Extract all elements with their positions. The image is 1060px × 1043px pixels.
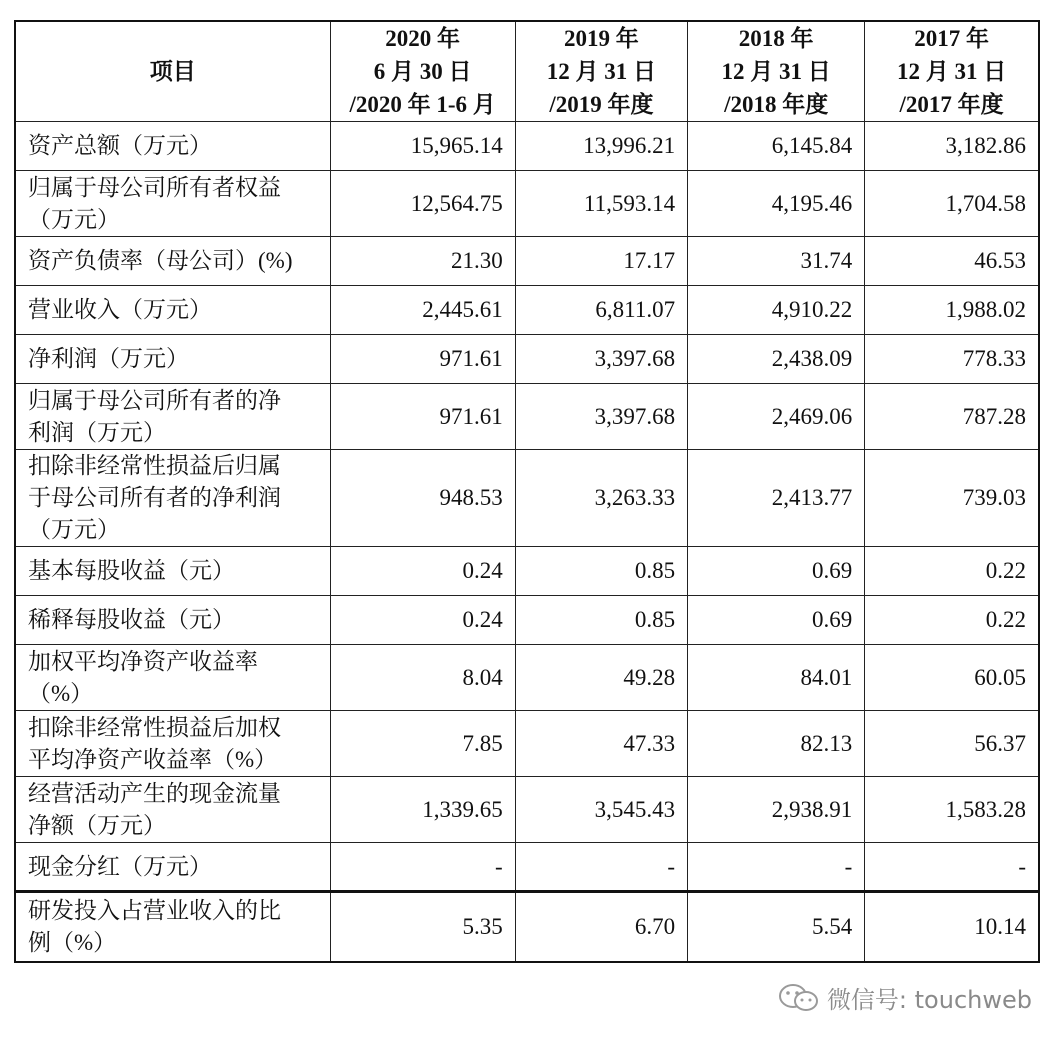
row-label-line: 经营活动产生的现金流量 [28, 780, 281, 806]
cell-value: 11,593.14 [515, 171, 687, 237]
table-row [15, 892, 1039, 962]
row-label-line: 资产负债率（母公司）(%) [28, 248, 293, 273]
cell-value: 739.03 [865, 450, 1039, 547]
cell-value: 0.24 [330, 547, 515, 596]
table-row [15, 237, 1039, 286]
row-label-line: 归属于母公司所有者的净 [28, 387, 281, 413]
row-label-line: 稀释每股收益（元） [28, 607, 235, 632]
row-label [15, 596, 330, 645]
wechat-watermark [777, 980, 1032, 1015]
row-label-line: 扣除非经常性损益后加权 [28, 714, 281, 740]
row-label [15, 384, 330, 450]
table-row [15, 596, 1039, 645]
row-label-line: 营业收入（万元） [28, 297, 212, 322]
row-label-line: 净利润（万元） [28, 346, 189, 371]
row-label [15, 122, 330, 171]
cell-value: 2,438.09 [688, 335, 865, 384]
row-label-line: 于母公司所有者的净利润 [28, 485, 281, 510]
cell-value: 4,195.46 [688, 171, 865, 237]
row-label-line: 扣除非经常性损益后归属 [28, 453, 281, 478]
row-label-line: 净额（万元） [28, 812, 166, 838]
cell-value: 8.04 [330, 645, 515, 711]
row-label [15, 645, 330, 711]
cell-value: 7.85 [330, 711, 515, 777]
row-label [15, 450, 330, 547]
cell-value: 82.13 [688, 711, 865, 777]
row-label-line: （万元） [28, 206, 120, 232]
table-row [15, 384, 1039, 450]
cell-value: 0.69 [688, 596, 865, 645]
cell-value: 0.24 [330, 596, 515, 645]
cell-value: 5.35 [330, 892, 515, 962]
row-label [15, 843, 330, 892]
table-row [15, 450, 1039, 547]
cell-value: 0.22 [865, 596, 1039, 645]
cell-value: 2,469.06 [688, 384, 865, 450]
cell-value: 3,397.68 [515, 335, 687, 384]
row-label [15, 892, 330, 962]
row-label-line: 利润（万元） [28, 419, 166, 445]
table-row [15, 711, 1039, 777]
header-2017: 2017 年 12 月 31 日 /2017 年度 [865, 21, 1039, 122]
cell-value: 17.17 [515, 237, 687, 286]
cell-value: - [330, 843, 515, 892]
row-label-line: 资产总额（万元） [28, 133, 212, 158]
cell-value: 5.54 [688, 892, 865, 962]
cell-value: 3,545.43 [515, 777, 687, 843]
cell-value: - [515, 843, 687, 892]
cell-value: 1,339.65 [330, 777, 515, 843]
table-row [15, 122, 1039, 171]
cell-value: - [865, 843, 1039, 892]
row-label-line: 现金分红（万元） [28, 853, 212, 879]
cell-value: 971.61 [330, 384, 515, 450]
cell-value: 46.53 [865, 237, 1039, 286]
cell-value: 6.70 [515, 892, 687, 962]
cell-value: 2,413.77 [688, 450, 865, 547]
cell-value: 60.05 [865, 645, 1039, 711]
cell-value: 47.33 [515, 711, 687, 777]
cell-value: 6,145.84 [688, 122, 865, 171]
row-label [15, 547, 330, 596]
table-row [15, 171, 1039, 237]
wechat-icon [777, 982, 821, 1014]
cell-value: 31.74 [688, 237, 865, 286]
financial-summary-table [14, 20, 1040, 963]
cell-value: 0.85 [515, 596, 687, 645]
table-row [15, 335, 1039, 384]
table-row [15, 645, 1039, 711]
watermark-text: 微信号: touchweb [826, 986, 1032, 1014]
cell-value: 3,263.33 [515, 450, 687, 547]
row-label [15, 777, 330, 843]
cell-value: 971.61 [330, 335, 515, 384]
header-2020: 2020 年 6 月 30 日 /2020 年 1-6 月 [330, 21, 515, 122]
header-item: 项目 [15, 21, 330, 122]
cell-value: 3,182.86 [865, 122, 1039, 171]
table-row [15, 843, 1039, 892]
cell-value: 2,445.61 [330, 286, 515, 335]
cell-value: 1,988.02 [865, 286, 1039, 335]
cell-value: 1,583.28 [865, 777, 1039, 843]
table-header-row [15, 21, 1039, 122]
header-2019: 2019 年 12 月 31 日 /2019 年度 [515, 21, 687, 122]
cell-value: 0.85 [515, 547, 687, 596]
cell-value: 56.37 [865, 711, 1039, 777]
cell-value: 778.33 [865, 335, 1039, 384]
row-label-line: 基本每股收益（元） [28, 558, 235, 583]
cell-value: 787.28 [865, 384, 1039, 450]
cell-value: - [688, 843, 865, 892]
cell-value: 0.69 [688, 547, 865, 596]
header-2018: 2018 年 12 月 31 日 /2018 年度 [688, 21, 865, 122]
table-row [15, 777, 1039, 843]
cell-value: 6,811.07 [515, 286, 687, 335]
cell-value: 10.14 [865, 892, 1039, 962]
table-row [15, 547, 1039, 596]
cell-value: 12,564.75 [330, 171, 515, 237]
row-label [15, 711, 330, 777]
row-label-line: 例（%） [28, 929, 117, 955]
cell-value: 4,910.22 [688, 286, 865, 335]
cell-value: 1,704.58 [865, 171, 1039, 237]
cell-value: 0.22 [865, 547, 1039, 596]
row-label-line: 研发投入占营业收入的比 [28, 897, 281, 923]
cell-value: 948.53 [330, 450, 515, 547]
cell-value: 84.01 [688, 645, 865, 711]
row-label-line: （%） [28, 680, 94, 706]
row-label-line: 加权平均净资产收益率 [28, 648, 258, 674]
cell-value: 2,938.91 [688, 777, 865, 843]
cell-value: 3,397.68 [515, 384, 687, 450]
row-label-line: 归属于母公司所有者权益 [28, 174, 281, 200]
cell-value: 15,965.14 [330, 122, 515, 171]
row-label [15, 286, 330, 335]
cell-value: 49.28 [515, 645, 687, 711]
row-label [15, 335, 330, 384]
cell-value: 21.30 [330, 237, 515, 286]
row-label-line: （万元） [28, 517, 120, 542]
row-label [15, 237, 330, 286]
row-label [15, 171, 330, 237]
row-label-line: 平均净资产收益率（%） [28, 746, 278, 772]
table-row [15, 286, 1039, 335]
cell-value: 13,996.21 [515, 122, 687, 171]
